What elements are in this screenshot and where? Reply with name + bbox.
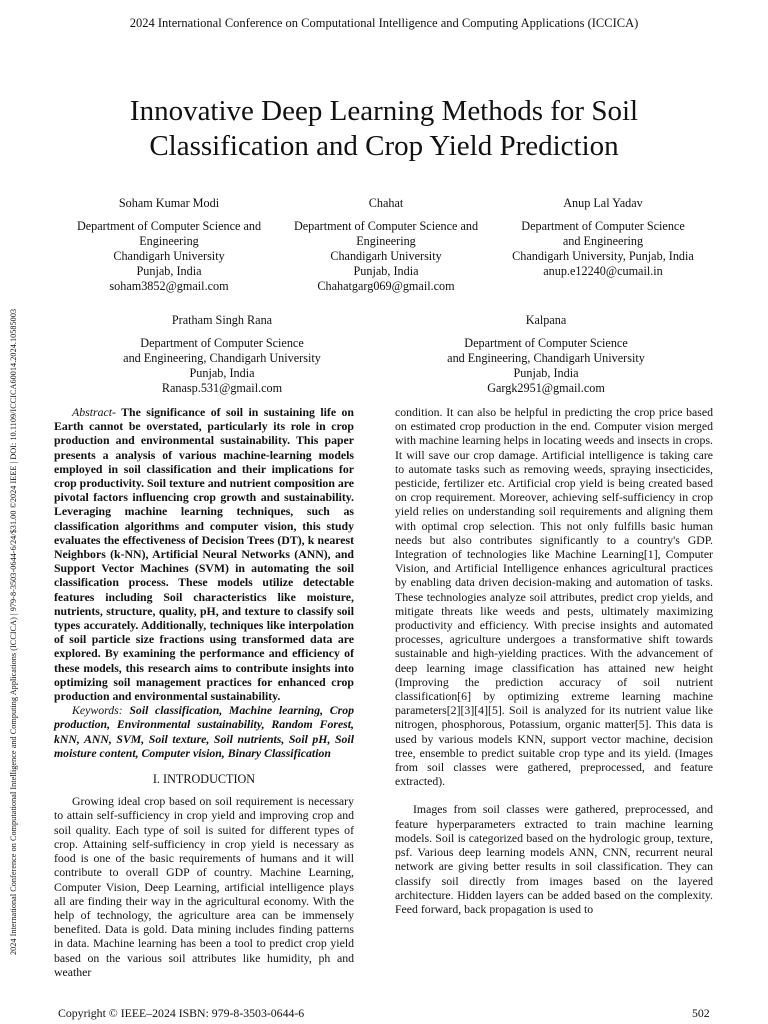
author-name: Chahat [368,196,404,210]
paper-title [60,94,708,164]
abstract-text: The significance of soil in sustaining life on Earth cannot be overstated, particularly its role in crop production and environmental sustainability. This paper presents a analysis of various machine-learning models employed in soil classification and their implications for crop productivity. Soil texture and nutrient composition are pivotal factors influencing crop growth and sustainability. Leveraging machine learning techniques, such as classification algorithms and computer vision, this study evaluates the effectiveness of Decision Trees (DT), k nearest Neighbors (k-NN), Artificial Neural Networks (ANN), and Support Vector Machines (SVM) in automating the soil classification process. These models utilize detectable features including Soil characteristics like moisture, nutrients, structure, quality, pH, and texture to classify soil types accurately. Additionally, techniques like interpolation of soil particle size fractions using transformed data are explored. By examining the performance and efficiency of these models, this research aims to contribute insights into optimizing soil management practices for enhanced crop production and environmental sustainability. [54,405,354,704]
author-affiliation: Department of Computer Science [464,336,628,350]
author-email: anup.e12240@cumail.in [543,264,663,278]
intro-paragraph: Growing ideal crop based on soil requirement is necessary to attain self-sufficiency in crop yield and improving crop and soil quality. Each type of soil is suited for different types of crop. Attaining self-sufficiency in crop yield is necessary as food is one of the basic requirements of humans and it will contribute to overall GDP of country. Machine Learning, Computer Vision, Deep Learning, artificial intelligence plays all are finding their way in the agricultural economy. With the help of technology, the agriculture area can be immensely benefited. Data is gold. Data mining includes finding patterns in data. Machine learning has been a tool to predict crop yield based on the various soil attributes like humidity, ph and weather [54,794,354,979]
author-affiliation: and Engineering, Chandigarh University [447,351,645,365]
abstract-label: Abstract- [72,405,116,419]
author-affiliation: Punjab, India [136,264,202,278]
author-affiliation: and Engineering [562,234,644,248]
author-email: Gargk2951@gmail.com [487,381,605,395]
author-block-5 [424,313,668,396]
section-heading-introduction: I. INTRODUCTION [152,772,256,787]
author-affiliation: Department of Computer Science and [76,219,262,233]
author-block-4 [100,313,344,396]
abstract [54,405,354,703]
right-column [395,405,713,916]
author-affiliation: Chandigarh University, Punjab, India [512,249,694,263]
doi-side-text: 2024 International Conference on Computational Intelligence and Computing Applications (ICCICA) | 979-8-3503-0644-6/24/$31.00 ©2024 IEEE | DOI: 10.1109/ICCICA60014.2024.10585003 [9,308,18,955]
author-email: Chahatgarg069@gmail.com [317,279,455,293]
author-affiliation: Department of Computer Science and [293,219,479,233]
author-name: Anup Lal Yadav [563,196,643,210]
author-affiliation: Engineering [356,234,416,248]
author-name: Soham Kumar Modi [118,196,220,210]
author-affiliation: Punjab, India [353,264,419,278]
keywords [54,703,354,760]
author-block-3 [496,196,710,279]
author-affiliation: Engineering [139,234,199,248]
author-block-1 [62,196,276,294]
author-block-2 [279,196,493,294]
author-affiliation: Punjab, India [189,366,255,380]
author-email: soham3852@gmail.com [109,279,229,293]
copyright-footer: Copyright © IEEE–2024 ISBN: 979-8-3503-0644-6 [58,1006,305,1020]
author-affiliation: Department of Computer Science [140,336,304,350]
page-number: 502 [692,1006,710,1020]
left-column [54,405,354,979]
author-affiliation: Chandigarh University [330,249,442,263]
title-line-2: Classification and Crop Yield Prediction [149,130,619,162]
keywords-text: Soil classification, Machine learning, Crop production, Environmental sustainability, Random Forest, kNN, ANN, SVM, Soil texture, Soil nutrients, Soil pH, Soil moisture content, Computer vision, Binary Classification [54,703,354,760]
author-email: Ranasp.531@gmail.com [161,381,283,395]
author-affiliation: Department of Computer Science [521,219,685,233]
author-affiliation: Punjab, India [513,366,579,380]
body-paragraph-1: condition. It can also be helpful in predicting the crop price based on estimated crop production in the end. Computer vision merged with machine learning helps in locating weeds and insects in crops. It will save our crop damage. Artificial intelligence is taking care to automate tasks such as removing weeds, spraying insecticides, pesticide, fertilizer etc. Artificial crop yield is being created based on crop requirement. Moreover, achieving self-sufficiency in crop yield relies on understanding soil requirements and aligning them with optimal crop selection. This not only fulfills basic human needs but also contributes significantly to a country's GDP. Integration of technologies like Machine Learning[1], Computer Vision, and Artificial Intelligence enhances agricultural practices by enabling data driven decision-making and automation of tasks. These technologies analyze soil attributes, predict crop yields, and mitigate threats like weeds and pests, ultimately maximizing productivity and efficiency. With precise insights and automated processes, agriculture undergoes a transformative shift towards sustainable and high-yielding practices. With the advancement of deep learning image classification has attained new height (Improving the prediction accuracy of soil nutrient classification[6] by optimizing extreme learning machine parameters[2][3][4][5]. Soil is analyzed for its nutrient value like nitrogen, phosphorous, Potassium, organic matter[5]. This data is used by various models KNN, support vector machine, decision tree, ensemble to predict suitable crop type and its yield. (Images from soil classes were gathered, preprocessed, and feature extracted). [395,405,713,789]
author-affiliation: and Engineering, Chandigarh University [123,351,321,365]
author-name: Pratham Singh Rana [171,313,273,327]
conference-header: 2024 International Conference on Computational Intelligence and Computing Applications (ICCICA) [129,16,639,30]
author-name: Kalpana [525,313,567,327]
title-line-1: Innovative Deep Learning Methods for Soil [129,95,639,127]
body-paragraph-2: Images from soil classes were gathered, preprocessed, and feature hyperparameters extracted to train machine learning models. Soil is categorized based on the hydrologic group, texture, psf. Various deep learning models ANN, CNN, recurrent neural network are giving better results in soil classification. They can classify soil directly from images based on the layered architecture. Hidden layers can be added based on the complexity. Feed forward, back propagation is used to [395,802,713,916]
keywords-label: Keywords: [72,703,123,718]
author-affiliation: Chandigarh University [113,249,225,263]
